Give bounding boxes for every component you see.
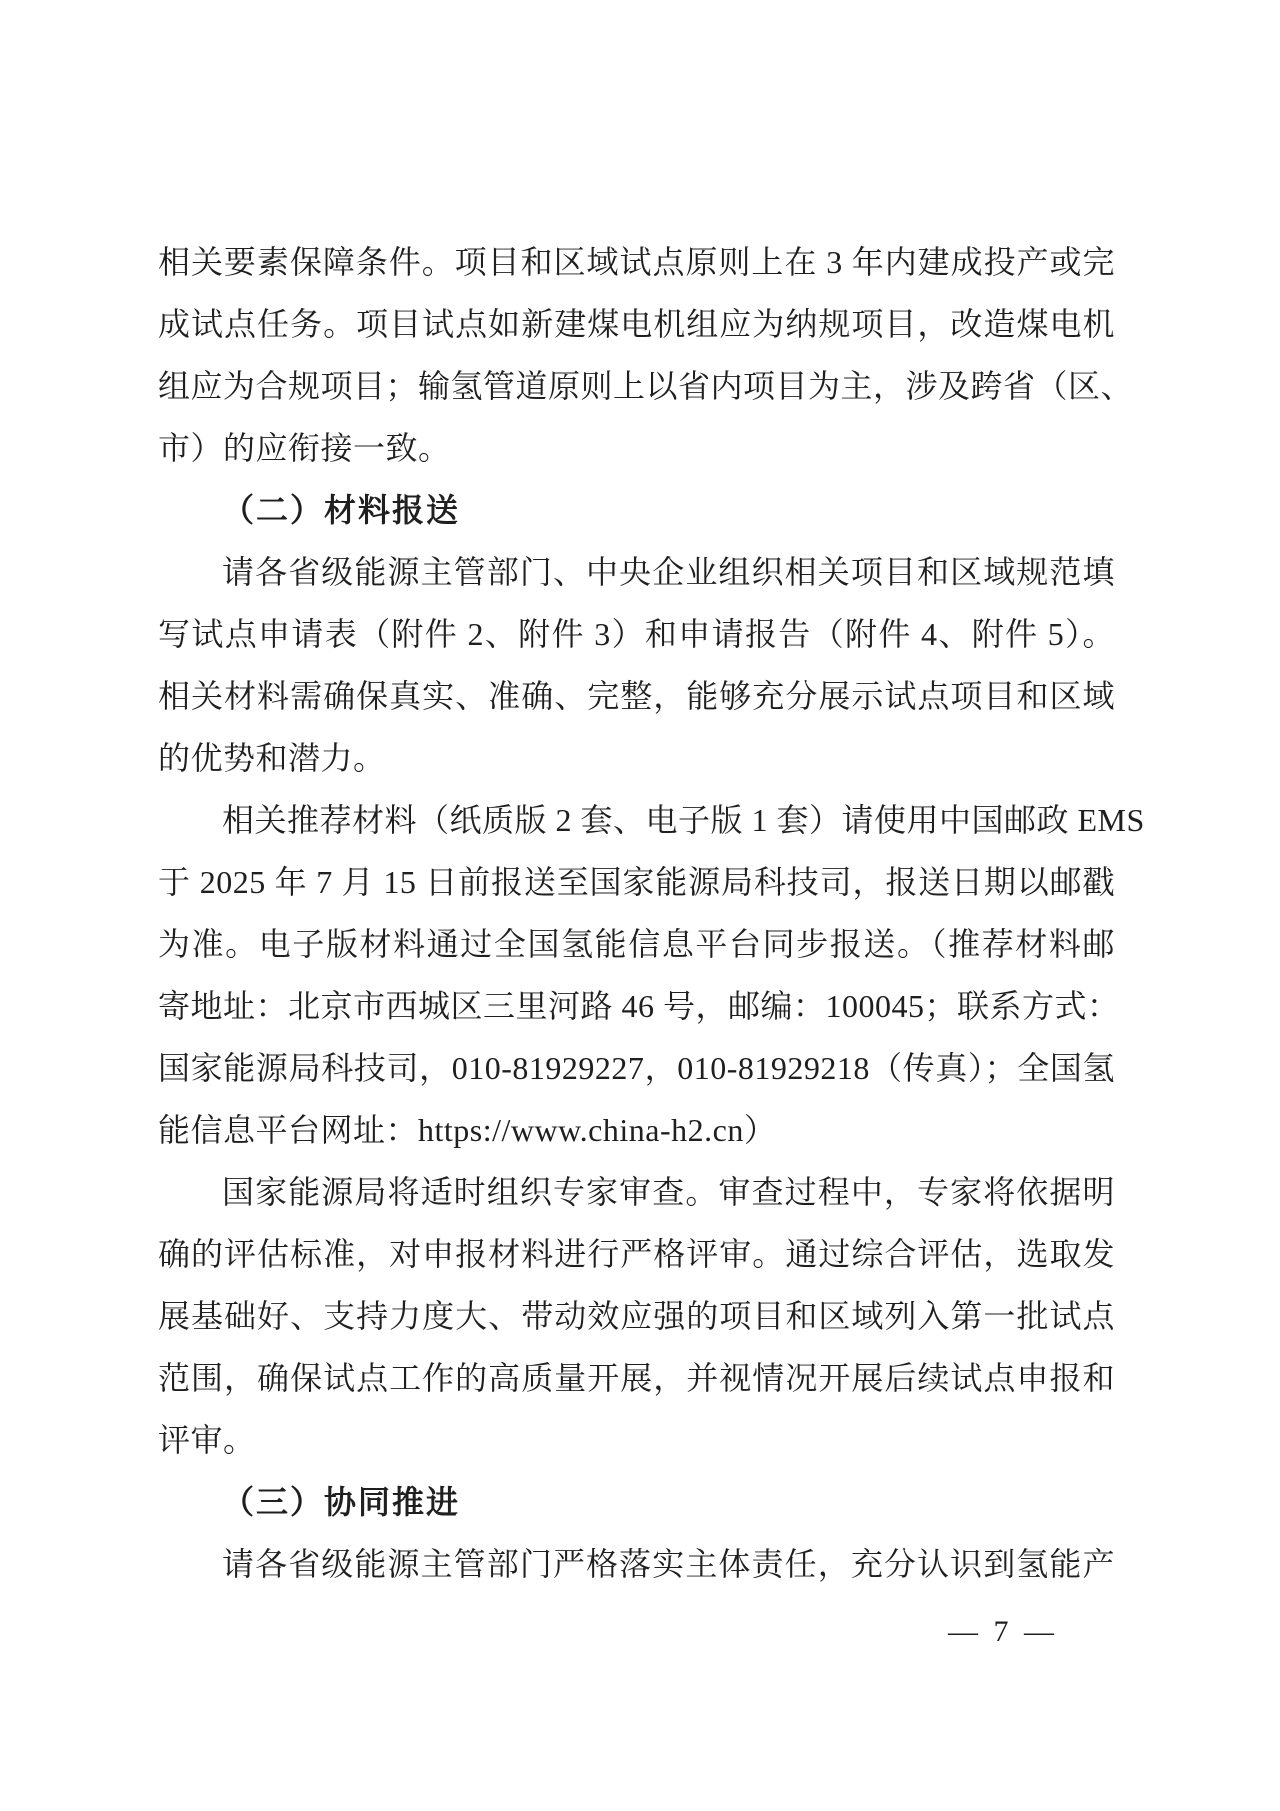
text-line: 市）的应衔接一致。 (158, 430, 451, 466)
text-line: 写试点申请表（附件 2、附件 3）和申请报告（附件 4、附件 5）。 (158, 616, 1115, 652)
text-line: 寄地址：北京市西城区三里河路 46 号，邮编：100045；联系方式： (158, 988, 1120, 1024)
text-line: 国家能源局科技司，010-81929227，010-81929218（传真）；全国氢 (158, 1050, 1115, 1086)
text-line: 国家能源局将适时组织专家审查。审查过程中，专家将依据明 (222, 1174, 1115, 1210)
text-line: 相关要素保障条件。项目和区域试点原则上在 3 年内建成投产或完 (158, 244, 1115, 280)
text-line: 评审。 (158, 1422, 256, 1458)
text-line: 展基础好、支持力度大、带动效应强的项目和区域列入第一批试点 (158, 1298, 1115, 1334)
text-line: 请各省级能源主管部门严格落实主体责任，充分认识到氢能产 (222, 1546, 1115, 1582)
text-line: 能信息平台网址：https://www.china-h2.cn） (158, 1112, 777, 1148)
text-line: 成试点任务。项目试点如新建煤电机组应为纳规项目，改造煤电机 (158, 306, 1115, 342)
text-line: 相关材料需确保真实、准确、完整，能够充分展示试点项目和区域 (158, 678, 1115, 714)
text-line: 于 2025 年 7 月 15 日前报送至国家能源局科技司，报送日期以邮戳 (158, 864, 1115, 900)
text-line: 确的评估标准，对申报材料进行严格评审。通过综合评估，选取发 (158, 1236, 1115, 1272)
text-line: 请各省级能源主管部门、中央企业组织相关项目和区域规范填 (222, 554, 1115, 590)
document-content (158, 231, 1145, 1595)
text-line: 组应为合规项目；输氢管道原则上以省内项目为主，涉及跨省（区、 (158, 368, 1134, 404)
text-line: 为准。电子版材料通过全国氢能信息平台同步报送。（推荐材料邮 (158, 926, 1115, 962)
text-line: 相关推荐材料（纸质版 2 套、电子版 1 套）请使用中国邮政 EMS (222, 802, 1145, 838)
text-line: 的优势和潜力。 (158, 740, 386, 776)
text-line: 范围，确保试点工作的高质量开展，并视情况开展后续试点申报和 (158, 1360, 1115, 1396)
section-heading: （二）材料报送 (222, 492, 461, 528)
page-number: — 7 — (948, 1615, 1058, 1648)
section-heading: （三）协同推进 (222, 1484, 461, 1520)
